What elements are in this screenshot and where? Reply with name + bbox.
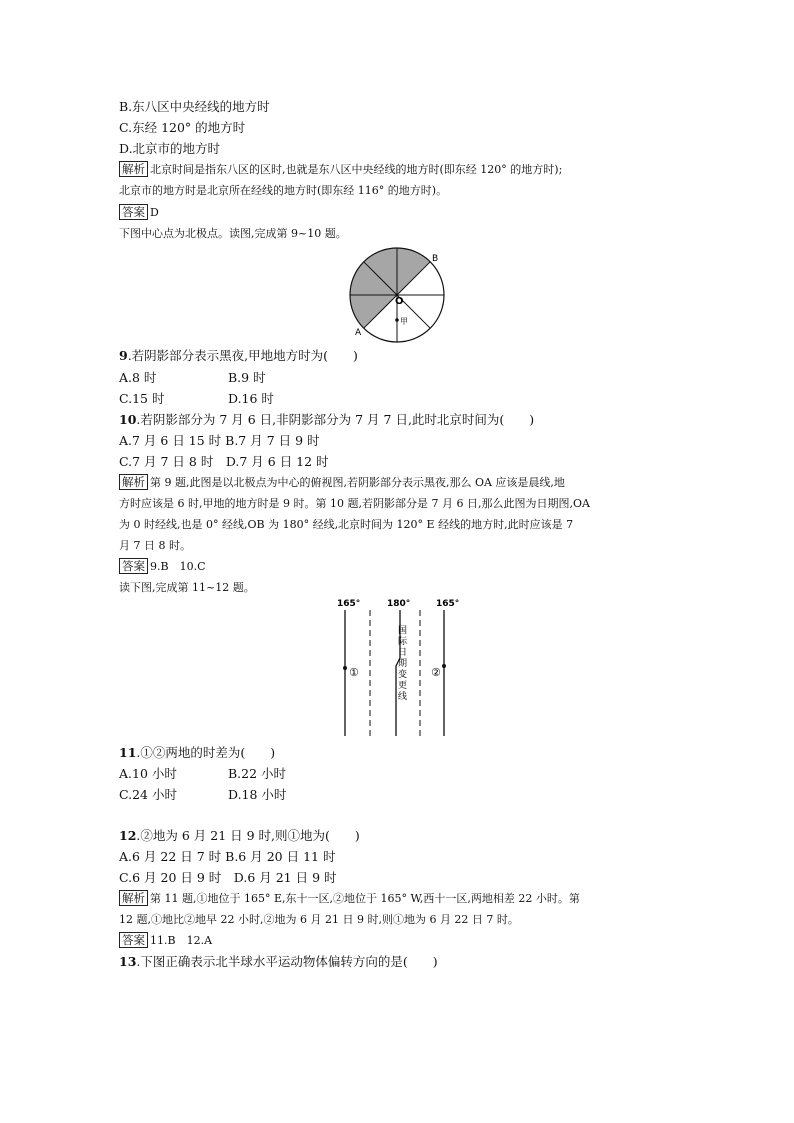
svg-text:日: 日 xyxy=(398,648,408,658)
q9-option-b: B.9 时 xyxy=(228,370,266,385)
q9-option-d: D.16 时 xyxy=(228,391,274,406)
q12-options-ab: A.6 月 22 日 7 时 B.6 月 20 日 11 时 xyxy=(119,849,336,864)
explanation-9-10-line4: 月 7 日 8 时。 xyxy=(119,539,191,552)
explanation-text: 北京时间是指东八区的区时,也就是东八区中央经线的地方时(即东经 120° 的地方时); xyxy=(150,163,563,176)
answer-text: 9.B 10.C xyxy=(150,560,206,573)
q9-options-row1 xyxy=(119,368,266,387)
q8-explanation-line1 xyxy=(119,160,562,179)
point-2-label: ② xyxy=(431,666,441,679)
answer-text: 11.B 12.A xyxy=(150,934,213,947)
explanation-11-12-line2: 12 题,①地比②地早 22 小时,②地为 6 月 21 日 9 时,则①地为 6 月 22 日 7 时。 xyxy=(119,913,519,926)
q9-options-row2 xyxy=(119,389,274,408)
q8-option-d: D.北京市的地方时 xyxy=(119,141,221,156)
svg-text:变: 变 xyxy=(398,670,408,680)
q11-option-b: B.22 小时 xyxy=(228,766,287,781)
q10-stem xyxy=(119,410,534,429)
point-2-dot xyxy=(442,664,446,668)
q9-option-c: C.15 时 xyxy=(119,391,165,406)
q8-option-b: B.东八区中央经线的地方时 xyxy=(119,99,270,114)
q12-text: .②地为 6 月 21 日 9 时,则①地为( ) xyxy=(136,828,360,843)
explanation-text: 第 11 题,①地位于 165° E,东十一区,②地位于 165° W,西十一区,两地相差 22 小时。第 xyxy=(150,892,580,905)
svg-text:线: 线 xyxy=(398,692,408,702)
explanation-9-10-line3: 为 0 时经线,也是 0° 经线,OB 为 180° 经线,北京时间为 120° E 经线的地方时,此时应该是 7 xyxy=(119,518,574,531)
explanation-text: 第 9 题,此图是以北极点为中心的俯视图,若阴影部分表示黑夜,那么 OA 应该是晨线,地 xyxy=(150,476,565,489)
q11-option-c: C.24 小时 xyxy=(119,787,177,802)
explanation-9-10-line2: 方时应该是 6 时,甲地的地方时是 9 时。第 10 题,若阴影部分是 7 月 6 日,那么此图为日期图,OA xyxy=(119,497,590,510)
explanation-tag: 解析 xyxy=(119,474,148,490)
explanation-tag: 解析 xyxy=(119,890,148,906)
answer-tag: 答案 xyxy=(119,558,148,574)
explanation-9-10-line1 xyxy=(119,473,565,492)
q11-option-a: A.10 小时 xyxy=(119,766,177,781)
left-longitude-label: 165° xyxy=(337,599,361,609)
svg-text:期: 期 xyxy=(398,659,408,669)
label-b: B xyxy=(432,254,439,264)
q12-number: 12 xyxy=(119,828,137,843)
q11-stem xyxy=(119,743,275,762)
q11-text: .①②两地的时差为( ) xyxy=(136,745,276,760)
q12-stem xyxy=(119,826,360,845)
q10-options-cd: C.7 月 7 日 8 时 D.7 月 6 日 12 时 xyxy=(119,454,329,469)
q13-number: 13 xyxy=(119,954,137,969)
q9-number: 9 xyxy=(119,348,128,363)
polar-view-figure xyxy=(340,246,455,346)
q13-text: .下图正确表示北半球水平运动物体偏转方向的是( ) xyxy=(136,954,438,969)
q11-options-row2 xyxy=(119,785,286,804)
svg-text:国: 国 xyxy=(398,626,408,636)
meridian-lines xyxy=(350,248,444,342)
q12-options-cd: C.6 月 20 日 9 时 D.6 月 21 日 9 时 xyxy=(119,870,337,885)
q9-option-a: A.8 时 xyxy=(119,370,157,385)
answer-text: D xyxy=(150,206,159,219)
intro-11-12: 读下图,完成第 11~12 题。 xyxy=(119,581,255,594)
intro-9-10: 下图中心点为北极点。读图,完成第 9~10 题。 xyxy=(119,227,347,240)
mid-longitude-label: 180° xyxy=(387,599,411,609)
q8-answer xyxy=(119,203,159,222)
answer-tag: 答案 xyxy=(119,932,148,948)
right-longitude-label: 165° xyxy=(436,599,460,609)
label-a: A xyxy=(355,328,362,338)
dateline-label xyxy=(398,625,408,702)
q8-option-c: C.东经 120° 的地方时 xyxy=(119,120,246,135)
q10-options-ab: A.7 月 6 日 15 时 B.7 月 7 日 9 时 xyxy=(119,433,320,448)
explanation-11-12-line1 xyxy=(119,889,580,908)
q11-number: 11 xyxy=(119,745,137,760)
q13-stem xyxy=(119,952,438,971)
label-jia: 甲 xyxy=(400,317,408,326)
label-o: O xyxy=(395,296,404,307)
q9-stem xyxy=(119,346,358,365)
q11-option-d: D.18 小时 xyxy=(228,787,287,802)
q10-number: 10 xyxy=(119,412,137,427)
dateline-figure xyxy=(330,596,465,738)
point-1-label: ① xyxy=(349,666,359,679)
q8-explanation-line2: 北京市的地方时是北京所在经线的地方时(即东经 116° 的地方时)。 xyxy=(119,184,448,197)
point-jia-dot xyxy=(395,318,399,322)
svg-text:更: 更 xyxy=(398,681,408,691)
q10-text: .若阴影部分为 7 月 6 日,非阴影部分为 7 月 7 日,此时北京时间为( ) xyxy=(136,412,535,427)
answer-9-10 xyxy=(119,557,206,576)
q11-options-row1 xyxy=(119,764,286,783)
explanation-tag: 解析 xyxy=(119,161,148,177)
point-1-dot xyxy=(343,666,347,670)
q9-text: .若阴影部分表示黑夜,甲地地方时为( ) xyxy=(127,348,358,363)
svg-text:际: 际 xyxy=(398,637,408,647)
answer-11-12 xyxy=(119,931,212,950)
answer-tag: 答案 xyxy=(119,204,148,220)
